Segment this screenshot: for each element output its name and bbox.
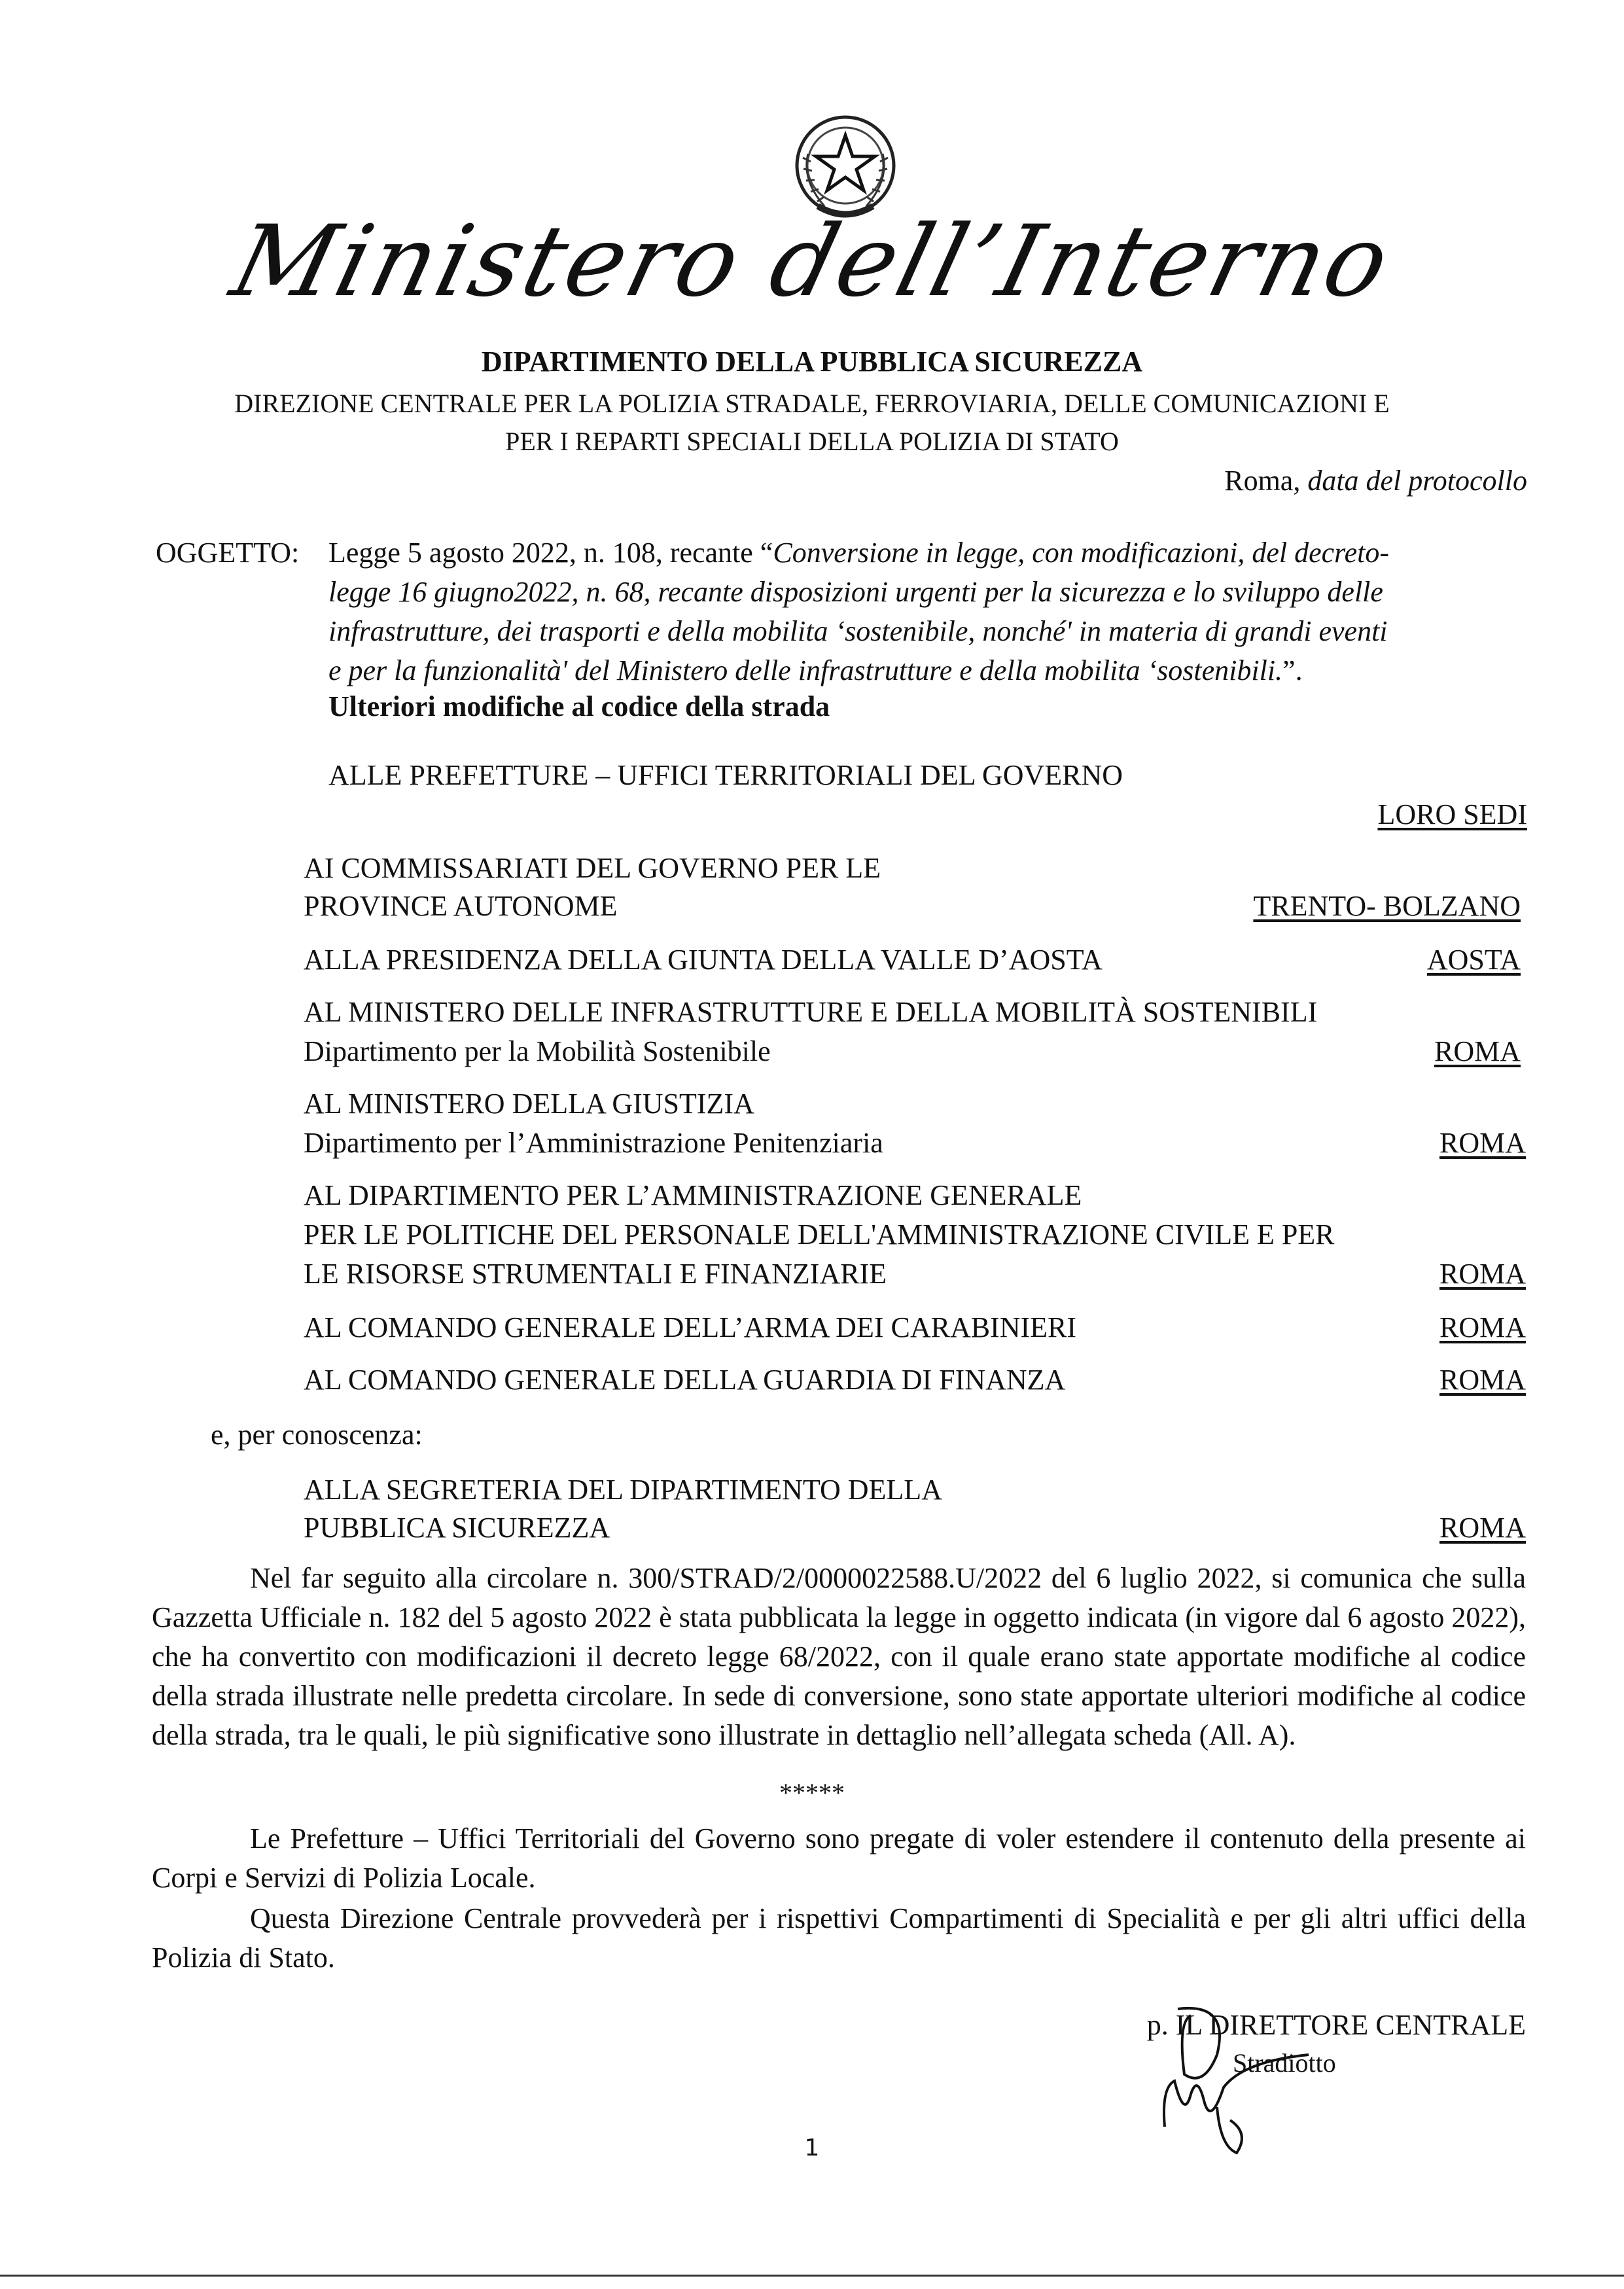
scan-bottom-line — [0, 2275, 1624, 2277]
recipient-7-line-1: AL COMANDO GENERALE DELL’ARMA DEI CARABINIERI — [304, 1311, 1077, 1343]
ministry-title: Ministero dell’Interno — [221, 205, 1403, 319]
cc-place: ROMA — [1439, 1512, 1526, 1544]
section-separator: ***** — [779, 1778, 845, 1807]
recipient-2-place: TRENTO- BOLZANO — [1253, 890, 1521, 922]
recipient-7-place: ROMA — [1439, 1311, 1526, 1343]
directorate-line-1: DIREZIONE CENTRALE PER LA POLIZIA STRADALE, FERROVIARIA, DELLE COMUNICAZIONI E — [234, 389, 1390, 418]
subject-bold: Ulteriori modifiche al codice della strada — [328, 690, 830, 722]
recipient-2-line-1: AI COMMISSARIATI DEL GOVERNO PER LE — [304, 852, 881, 884]
recipient-4-line-2: Dipartimento per la Mobilità Sostenibile — [304, 1035, 771, 1067]
cc-label: e, per conoscenza: — [211, 1419, 423, 1451]
subject-line-3: infrastrutture, dei trasporti e della mobilita ‘sostenibile, nonché' in materia di grandi eventi — [328, 615, 1388, 647]
recipient-6-line-2: PER LE POLITICHE DEL PERSONALE DELL'AMMINISTRAZIONE CIVILE E PER — [304, 1218, 1335, 1251]
recipient-5-place: ROMA — [1439, 1127, 1526, 1159]
recipient-8-place: ROMA — [1439, 1364, 1526, 1396]
recipient-4-place: ROMA — [1434, 1035, 1521, 1067]
protocol-date: data del protocollo — [1307, 465, 1527, 497]
subject-line-4: e per la funzionalità' del Ministero delle infrastrutture e della mobilita ‘sostenibili.”. — [328, 654, 1303, 686]
recipient-2-line-2: PROVINCE AUTONOME — [304, 890, 618, 922]
department-heading: DIPARTIMENTO DELLA PUBBLICA SICUREZZA — [481, 346, 1143, 378]
recipient-6-line-3: LE RISORSE STRUMENTALI E FINANZIARIE — [304, 1258, 887, 1290]
recipient-5-line-1: AL MINISTERO DELLA GIUSTIZIA — [304, 1088, 754, 1120]
recipient-1-line-1: ALLE PREFETTURE – UFFICI TERRITORIALI DEL GOVERNO — [328, 759, 1123, 791]
subject-line-1: Legge 5 agosto 2022, n. 108, recante “Conversione in legge, con modificazioni, del decreto- — [328, 537, 1390, 569]
subject-line-2: legge 16 giugno2022, n. 68, recante disposizioni urgenti per la sicurezza e lo sviluppo delle — [328, 576, 1383, 608]
signature-title: p. IL DIRETTORE CENTRALE — [1146, 2009, 1526, 2041]
page-number: 1 — [804, 2135, 820, 2161]
subject-label: OGGETTO: — [156, 537, 300, 569]
body-paragraph-3: Questa Direzione Centrale provvederà per i rispettivi Compartimenti di Specialità e per gli altri uffici della Polizia di Stato. — [152, 1902, 1526, 1974]
body-paragraph-2: Le Prefetture – Uffici Territoriali del Governo sono pregate di voler estendere il contenuto della presente ai Corpi e Servizi di Polizia Locale. — [152, 1822, 1526, 1894]
recipient-4-line-1: AL MINISTERO DELLE INFRASTRUTTURE E DELLA MOBILITÀ SOSTENIBILI — [304, 996, 1318, 1028]
recipient-3-place: AOSTA — [1426, 944, 1521, 976]
directorate-line-2: PER I REPARTI SPECIALI DELLA POLIZIA DI STATO — [505, 427, 1119, 456]
place: Roma, — [1224, 465, 1301, 497]
place-date — [1224, 458, 1527, 504]
recipient-5-line-2: Dipartimento per l’Amministrazione Penitenziaria — [304, 1127, 883, 1159]
recipient-6-line-1: AL DIPARTIMENTO PER L’AMMINISTRAZIONE GENERALE — [304, 1179, 1082, 1211]
recipient-3-line-1: ALLA PRESIDENZA DELLA GIUNTA DELLA VALLE D’AOSTA — [304, 944, 1103, 976]
recipient-6-place: ROMA — [1439, 1258, 1526, 1290]
recipient-8-line-1: AL COMANDO GENERALE DELLA GUARDIA DI FINANZA — [304, 1364, 1066, 1396]
body-paragraph-1: Nel far seguito alla circolare n. 300/STRAD/2/0000022588.U/2022 del 6 luglio 2022, si comunica che sulla Gazzetta Ufficiale n. 182 del 5 agosto 2022 è stata pubblicata la legge in oggetto indicata (in vigore dal 6 agosto 2022), che ha convertito con modificazioni il decreto legge 68/2022, con il quale erano state apportate modifiche al codice della strada illustrate nelle predetta circolare. In sede di conversione, sono state apportate ulteriori modifiche al codice della strada, tra le quali, le più significative sono illustrate in dettaglio nell’allegata scheda (All. A). — [152, 1562, 1526, 1751]
cc-line-2: PUBBLICA SICUREZZA — [304, 1512, 610, 1544]
signer-name: Stradiotto — [1233, 2048, 1336, 2078]
cc-line-1: ALLA SEGRETERIA DEL DIPARTIMENTO DELLA — [304, 1474, 942, 1506]
recipient-1-place: LORO SEDI — [1377, 798, 1527, 830]
